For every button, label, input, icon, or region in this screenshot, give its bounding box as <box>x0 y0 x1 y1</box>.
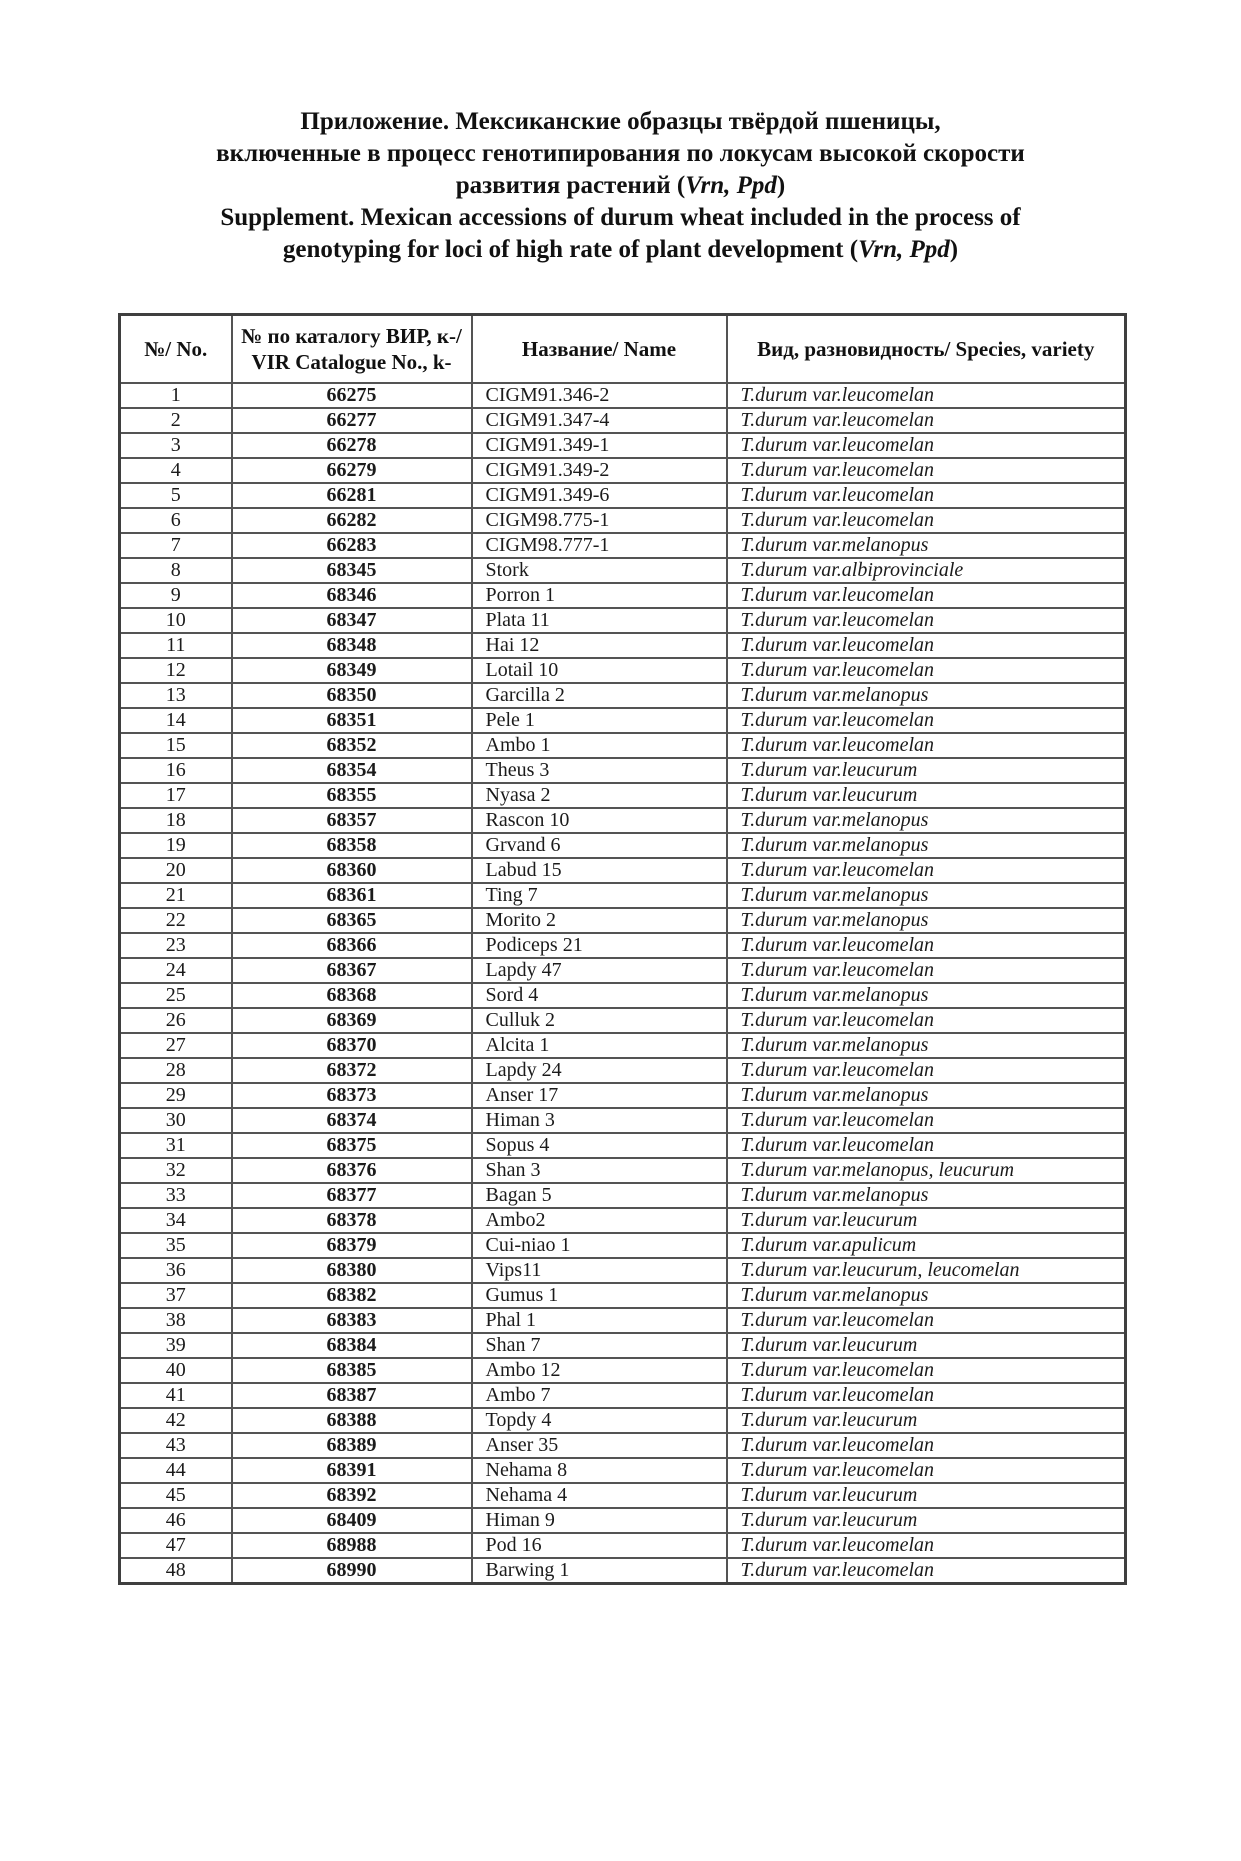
catalogue-number-cell: 68366 <box>232 933 472 958</box>
table-row <box>120 758 1126 783</box>
table-row <box>120 1358 1126 1383</box>
row-number-cell: 20 <box>120 858 232 883</box>
catalogue-number-cell: 68388 <box>232 1408 472 1433</box>
row-number-cell: 18 <box>120 808 232 833</box>
table-row <box>120 383 1126 408</box>
table-row <box>120 1058 1126 1083</box>
row-number-cell: 29 <box>120 1083 232 1108</box>
table-row <box>120 483 1126 508</box>
catalogue-number-cell: 68377 <box>232 1183 472 1208</box>
table-row <box>120 1508 1126 1533</box>
catalogue-number-cell: 68346 <box>232 583 472 608</box>
species-variety-cell: T.durum var.leucurum, leucomelan <box>727 1258 1126 1283</box>
accession-name-cell: Lotail 10 <box>472 658 727 683</box>
row-number-cell: 23 <box>120 933 232 958</box>
accession-name-cell: Topdy 4 <box>472 1408 727 1433</box>
species-variety-cell: T.durum var.leucomelan <box>727 858 1126 883</box>
accession-name-cell: Rascon 10 <box>472 808 727 833</box>
catalogue-number-cell: 68378 <box>232 1208 472 1233</box>
species-variety-cell: T.durum var.leucomelan <box>727 1533 1126 1558</box>
table-row <box>120 1233 1126 1258</box>
catalogue-number-cell: 68370 <box>232 1033 472 1058</box>
species-variety-cell: T.durum var.leucurum <box>727 1483 1126 1508</box>
species-variety-cell: T.durum var.leucurum <box>727 758 1126 783</box>
accession-name-cell: Nehama 8 <box>472 1458 727 1483</box>
species-variety-cell: T.durum var.leucomelan <box>727 708 1126 733</box>
row-number-cell: 8 <box>120 558 232 583</box>
species-variety-cell: T.durum var.leucomelan <box>727 408 1126 433</box>
row-number-cell: 22 <box>120 908 232 933</box>
species-variety-cell: T.durum var.leucomelan <box>727 433 1126 458</box>
catalogue-number-cell: 66277 <box>232 408 472 433</box>
accession-name-cell: Phal 1 <box>472 1308 727 1333</box>
species-variety-cell: T.durum var.leucomelan <box>727 383 1126 408</box>
accession-name-cell: Himan 3 <box>472 1108 727 1133</box>
table-row <box>120 608 1126 633</box>
row-number-cell: 38 <box>120 1308 232 1333</box>
species-variety-cell: T.durum var.melanopus <box>727 1283 1126 1308</box>
species-variety-cell: T.durum var.melanopus <box>727 1083 1126 1108</box>
row-number-cell: 17 <box>120 783 232 808</box>
catalogue-number-cell: 68352 <box>232 733 472 758</box>
row-number-cell: 24 <box>120 958 232 983</box>
accession-name-cell: Garcilla 2 <box>472 683 727 708</box>
accession-name-cell: CIGM91.349-6 <box>472 483 727 508</box>
accession-name-cell: Pele 1 <box>472 708 727 733</box>
species-variety-cell: T.durum var.melanopus <box>727 983 1126 1008</box>
accession-name-cell: CIGM91.349-2 <box>472 458 727 483</box>
row-number-cell: 15 <box>120 733 232 758</box>
catalogue-number-cell: 68345 <box>232 558 472 583</box>
row-number-cell: 5 <box>120 483 232 508</box>
column-header-name-label: Название/ Name <box>521 337 677 361</box>
accession-name-cell: Theus 3 <box>472 758 727 783</box>
document-title <box>111 106 1131 266</box>
species-variety-cell: T.durum var.melanopus <box>727 908 1126 933</box>
table-row <box>120 558 1126 583</box>
table-row <box>120 408 1126 433</box>
table-row <box>120 1308 1126 1333</box>
row-number-cell: 42 <box>120 1408 232 1433</box>
row-number-cell: 28 <box>120 1058 232 1083</box>
species-variety-cell: T.durum var.leucomelan <box>727 1458 1126 1483</box>
table-row <box>120 958 1126 983</box>
accession-name-cell: Culluk 2 <box>472 1008 727 1033</box>
table-row <box>120 1533 1126 1558</box>
row-number-cell: 3 <box>120 433 232 458</box>
row-number-cell: 9 <box>120 583 232 608</box>
catalogue-number-cell: 68355 <box>232 783 472 808</box>
accession-name-cell: Hai 12 <box>472 633 727 658</box>
species-variety-cell: T.durum var.leucomelan <box>727 1558 1126 1584</box>
accession-name-cell: Shan 3 <box>472 1158 727 1183</box>
species-variety-cell: T.durum var.apulicum <box>727 1233 1126 1258</box>
row-number-cell: 14 <box>120 708 232 733</box>
accession-name-cell: Ambo 12 <box>472 1358 727 1383</box>
title-text: Supplement. Mexican accessions of durum wheat included in the process of <box>220 204 1021 231</box>
table-row <box>120 1433 1126 1458</box>
table-row <box>120 908 1126 933</box>
row-number-cell: 27 <box>120 1033 232 1058</box>
row-number-cell: 7 <box>120 533 232 558</box>
accession-name-cell: Anser 17 <box>472 1083 727 1108</box>
title-line <box>111 234 1131 266</box>
species-variety-cell: T.durum var.leucurum <box>727 783 1126 808</box>
catalogue-number-cell: 68380 <box>232 1258 472 1283</box>
species-variety-cell: T.durum var.leucomelan <box>727 1058 1126 1083</box>
accession-name-cell: CIGM91.346-2 <box>472 383 727 408</box>
catalogue-number-cell: 68409 <box>232 1508 472 1533</box>
accession-name-cell: Shan 7 <box>472 1333 727 1358</box>
accession-name-cell: Nehama 4 <box>472 1483 727 1508</box>
species-variety-cell: T.durum var.leucomelan <box>727 733 1126 758</box>
catalogue-number-cell: 66275 <box>232 383 472 408</box>
accession-name-cell: Alcita 1 <box>472 1033 727 1058</box>
table-row <box>120 633 1126 658</box>
table-row <box>120 508 1126 533</box>
row-number-cell: 44 <box>120 1458 232 1483</box>
row-number-cell: 4 <box>120 458 232 483</box>
catalogue-number-cell: 68372 <box>232 1058 472 1083</box>
species-variety-cell: T.durum var.leucomelan <box>727 1358 1126 1383</box>
table-row <box>120 1333 1126 1358</box>
column-header-catalogue-label-line2: VIR Catalogue No., k- <box>251 350 452 374</box>
catalogue-number-cell: 66283 <box>232 533 472 558</box>
table-row <box>120 433 1126 458</box>
table-row <box>120 858 1126 883</box>
row-number-cell: 33 <box>120 1183 232 1208</box>
catalogue-number-cell: 68374 <box>232 1108 472 1133</box>
column-header-species-label: Вид, разновидность/ Species, variety <box>757 337 1095 361</box>
species-variety-cell: T.durum var.melanopus <box>727 533 1126 558</box>
title-gene-loci-text: Vrn, Ppd <box>858 236 950 263</box>
accession-name-cell: CIGM91.347-4 <box>472 408 727 433</box>
row-number-cell: 48 <box>120 1558 232 1584</box>
title-line <box>111 170 1131 202</box>
table-row <box>120 1208 1126 1233</box>
catalogue-number-cell: 68349 <box>232 658 472 683</box>
catalogue-number-cell: 66282 <box>232 508 472 533</box>
row-number-cell: 1 <box>120 383 232 408</box>
title-line <box>111 138 1131 170</box>
catalogue-number-cell: 68389 <box>232 1433 472 1458</box>
accession-name-cell: Ambo 1 <box>472 733 727 758</box>
row-number-cell: 6 <box>120 508 232 533</box>
species-variety-cell: T.durum var.leucurum <box>727 1508 1126 1533</box>
table-row <box>120 1183 1126 1208</box>
table-row <box>120 1258 1126 1283</box>
row-number-cell: 46 <box>120 1508 232 1533</box>
row-number-cell: 11 <box>120 633 232 658</box>
accession-name-cell: Pod 16 <box>472 1533 727 1558</box>
species-variety-cell: T.durum var.melanopus <box>727 1183 1126 1208</box>
accession-name-cell: Ting 7 <box>472 883 727 908</box>
species-variety-cell: T.durum var.melanopus <box>727 683 1126 708</box>
table-row <box>120 1408 1126 1433</box>
species-variety-cell: T.durum var.melanopus, leucurum <box>727 1158 1126 1183</box>
table-row <box>120 1133 1126 1158</box>
accession-name-cell: Anser 35 <box>472 1433 727 1458</box>
accession-name-cell: Sord 4 <box>472 983 727 1008</box>
table-row <box>120 933 1126 958</box>
species-variety-cell: T.durum var.leucomelan <box>727 1383 1126 1408</box>
column-header-name <box>472 315 727 384</box>
species-variety-cell: T.durum var.leucomelan <box>727 1133 1126 1158</box>
species-variety-cell: T.durum var.melanopus <box>727 883 1126 908</box>
table-row <box>120 1383 1126 1408</box>
accession-name-cell: Nyasa 2 <box>472 783 727 808</box>
accession-name-cell: Ambo2 <box>472 1208 727 1233</box>
species-variety-cell: T.durum var.albiprovinciale <box>727 558 1126 583</box>
row-number-cell: 12 <box>120 658 232 683</box>
catalogue-number-cell: 68369 <box>232 1008 472 1033</box>
column-header-no <box>120 315 232 384</box>
catalogue-number-cell: 68385 <box>232 1358 472 1383</box>
title-text: ) <box>949 236 959 263</box>
species-variety-cell: T.durum var.leucomelan <box>727 958 1126 983</box>
row-number-cell: 30 <box>120 1108 232 1133</box>
accessions-table <box>118 313 1127 1585</box>
table-header-row <box>120 315 1126 384</box>
species-variety-cell: T.durum var.leucomelan <box>727 658 1126 683</box>
row-number-cell: 41 <box>120 1383 232 1408</box>
species-variety-cell: T.durum var.leucomelan <box>727 1008 1126 1033</box>
species-variety-cell: T.durum var.leucomelan <box>727 483 1126 508</box>
row-number-cell: 35 <box>120 1233 232 1258</box>
row-number-cell: 36 <box>120 1258 232 1283</box>
accession-name-cell: Sopus 4 <box>472 1133 727 1158</box>
accession-name-cell: Lapdy 24 <box>472 1058 727 1083</box>
species-variety-cell: T.durum var.melanopus <box>727 1033 1126 1058</box>
row-number-cell: 19 <box>120 833 232 858</box>
species-variety-cell: T.durum var.melanopus <box>727 808 1126 833</box>
accession-name-cell: Porron 1 <box>472 583 727 608</box>
title-text: ) <box>776 172 786 199</box>
table-row <box>120 1083 1126 1108</box>
title-text: Приложение. Мексиканские образцы твёрдой пшеницы, <box>300 108 941 135</box>
catalogue-number-cell: 66278 <box>232 433 472 458</box>
species-variety-cell: T.durum var.leucomelan <box>727 1433 1126 1458</box>
catalogue-number-cell: 66281 <box>232 483 472 508</box>
species-variety-cell: T.durum var.leucomelan <box>727 608 1126 633</box>
catalogue-number-cell: 68365 <box>232 908 472 933</box>
accession-name-cell: Barwing 1 <box>472 1558 727 1584</box>
catalogue-number-cell: 68361 <box>232 883 472 908</box>
table-row <box>120 458 1126 483</box>
catalogue-number-cell: 68348 <box>232 633 472 658</box>
catalogue-number-cell: 68350 <box>232 683 472 708</box>
table-row <box>120 533 1126 558</box>
accession-name-cell: Bagan 5 <box>472 1183 727 1208</box>
catalogue-number-cell: 66279 <box>232 458 472 483</box>
accession-name-cell: Vips11 <box>472 1258 727 1283</box>
accession-name-cell: Ambo 7 <box>472 1383 727 1408</box>
catalogue-number-cell: 68392 <box>232 1483 472 1508</box>
table-row <box>120 783 1126 808</box>
table-row <box>120 708 1126 733</box>
accession-name-cell: Morito 2 <box>472 908 727 933</box>
row-number-cell: 40 <box>120 1358 232 1383</box>
row-number-cell: 45 <box>120 1483 232 1508</box>
table-row <box>120 1158 1126 1183</box>
table-row <box>120 583 1126 608</box>
accession-name-cell: CIGM91.349-1 <box>472 433 727 458</box>
species-variety-cell: T.durum var.leucomelan <box>727 508 1126 533</box>
title-text: развития растений ( <box>455 172 686 199</box>
accession-name-cell: Cui-niao 1 <box>472 1233 727 1258</box>
catalogue-number-cell: 68360 <box>232 858 472 883</box>
species-variety-cell: T.durum var.leucurum <box>727 1408 1126 1433</box>
row-number-cell: 34 <box>120 1208 232 1233</box>
table-row <box>120 1283 1126 1308</box>
catalogue-number-cell: 68351 <box>232 708 472 733</box>
accession-name-cell: Labud 15 <box>472 858 727 883</box>
catalogue-number-cell: 68367 <box>232 958 472 983</box>
title-line <box>111 106 1131 138</box>
row-number-cell: 16 <box>120 758 232 783</box>
table-row <box>120 1033 1126 1058</box>
species-variety-cell: T.durum var.leucomelan <box>727 933 1126 958</box>
row-number-cell: 31 <box>120 1133 232 1158</box>
column-header-no-label: №/ No. <box>144 337 208 361</box>
row-number-cell: 2 <box>120 408 232 433</box>
title-gene-loci-text: Vrn, Ppd <box>685 172 777 199</box>
table-row <box>120 983 1126 1008</box>
table-row <box>120 1558 1126 1584</box>
accession-name-cell: Podiceps 21 <box>472 933 727 958</box>
accession-name-cell: CIGM98.777-1 <box>472 533 727 558</box>
catalogue-number-cell: 68373 <box>232 1083 472 1108</box>
catalogue-number-cell: 68988 <box>232 1533 472 1558</box>
column-header-species <box>727 315 1126 384</box>
table-row <box>120 658 1126 683</box>
table-row <box>120 808 1126 833</box>
accession-name-cell: Grvand 6 <box>472 833 727 858</box>
table-row <box>120 683 1126 708</box>
species-variety-cell: T.durum var.melanopus <box>727 833 1126 858</box>
table-row <box>120 1458 1126 1483</box>
catalogue-number-cell: 68990 <box>232 1558 472 1584</box>
table-row <box>120 1108 1126 1133</box>
title-line <box>111 202 1131 234</box>
catalogue-number-cell: 68358 <box>232 833 472 858</box>
accession-name-cell: CIGM98.775-1 <box>472 508 727 533</box>
accession-name-cell: Gumus 1 <box>472 1283 727 1308</box>
accession-name-cell: Plata 11 <box>472 608 727 633</box>
accession-name-cell: Himan 9 <box>472 1508 727 1533</box>
catalogue-number-cell: 68387 <box>232 1383 472 1408</box>
title-text: включенные в процесс генотипирования по локусам высокой скорости <box>216 140 1025 167</box>
accession-name-cell: Stork <box>472 558 727 583</box>
catalogue-number-cell: 68357 <box>232 808 472 833</box>
table-row <box>120 883 1126 908</box>
table-row <box>120 1008 1126 1033</box>
catalogue-number-cell: 68376 <box>232 1158 472 1183</box>
catalogue-number-cell: 68391 <box>232 1458 472 1483</box>
row-number-cell: 47 <box>120 1533 232 1558</box>
catalogue-number-cell: 68354 <box>232 758 472 783</box>
catalogue-number-cell: 68384 <box>232 1333 472 1358</box>
title-text: genotyping for loci of high rate of plant development ( <box>282 236 859 263</box>
catalogue-number-cell: 68382 <box>232 1283 472 1308</box>
species-variety-cell: T.durum var.leucomelan <box>727 458 1126 483</box>
row-number-cell: 32 <box>120 1158 232 1183</box>
row-number-cell: 39 <box>120 1333 232 1358</box>
table-row <box>120 833 1126 858</box>
catalogue-number-cell: 68375 <box>232 1133 472 1158</box>
species-variety-cell: T.durum var.leucurum <box>727 1333 1126 1358</box>
catalogue-number-cell: 68368 <box>232 983 472 1008</box>
accession-name-cell: Lapdy 47 <box>472 958 727 983</box>
row-number-cell: 26 <box>120 1008 232 1033</box>
table-row <box>120 1483 1126 1508</box>
row-number-cell: 21 <box>120 883 232 908</box>
column-header-catalogue-label-line1: № по каталогу ВИР, к-/ <box>241 324 462 348</box>
catalogue-number-cell: 68347 <box>232 608 472 633</box>
catalogue-number-cell: 68383 <box>232 1308 472 1333</box>
row-number-cell: 25 <box>120 983 232 1008</box>
species-variety-cell: T.durum var.leucomelan <box>727 583 1126 608</box>
species-variety-cell: T.durum var.leucurum <box>727 1208 1126 1233</box>
row-number-cell: 37 <box>120 1283 232 1308</box>
table-row <box>120 733 1126 758</box>
row-number-cell: 10 <box>120 608 232 633</box>
species-variety-cell: T.durum var.leucomelan <box>727 633 1126 658</box>
column-header-catalogue <box>232 315 472 384</box>
row-number-cell: 13 <box>120 683 232 708</box>
row-number-cell: 43 <box>120 1433 232 1458</box>
species-variety-cell: T.durum var.leucomelan <box>727 1108 1126 1133</box>
catalogue-number-cell: 68379 <box>232 1233 472 1258</box>
species-variety-cell: T.durum var.leucomelan <box>727 1308 1126 1333</box>
